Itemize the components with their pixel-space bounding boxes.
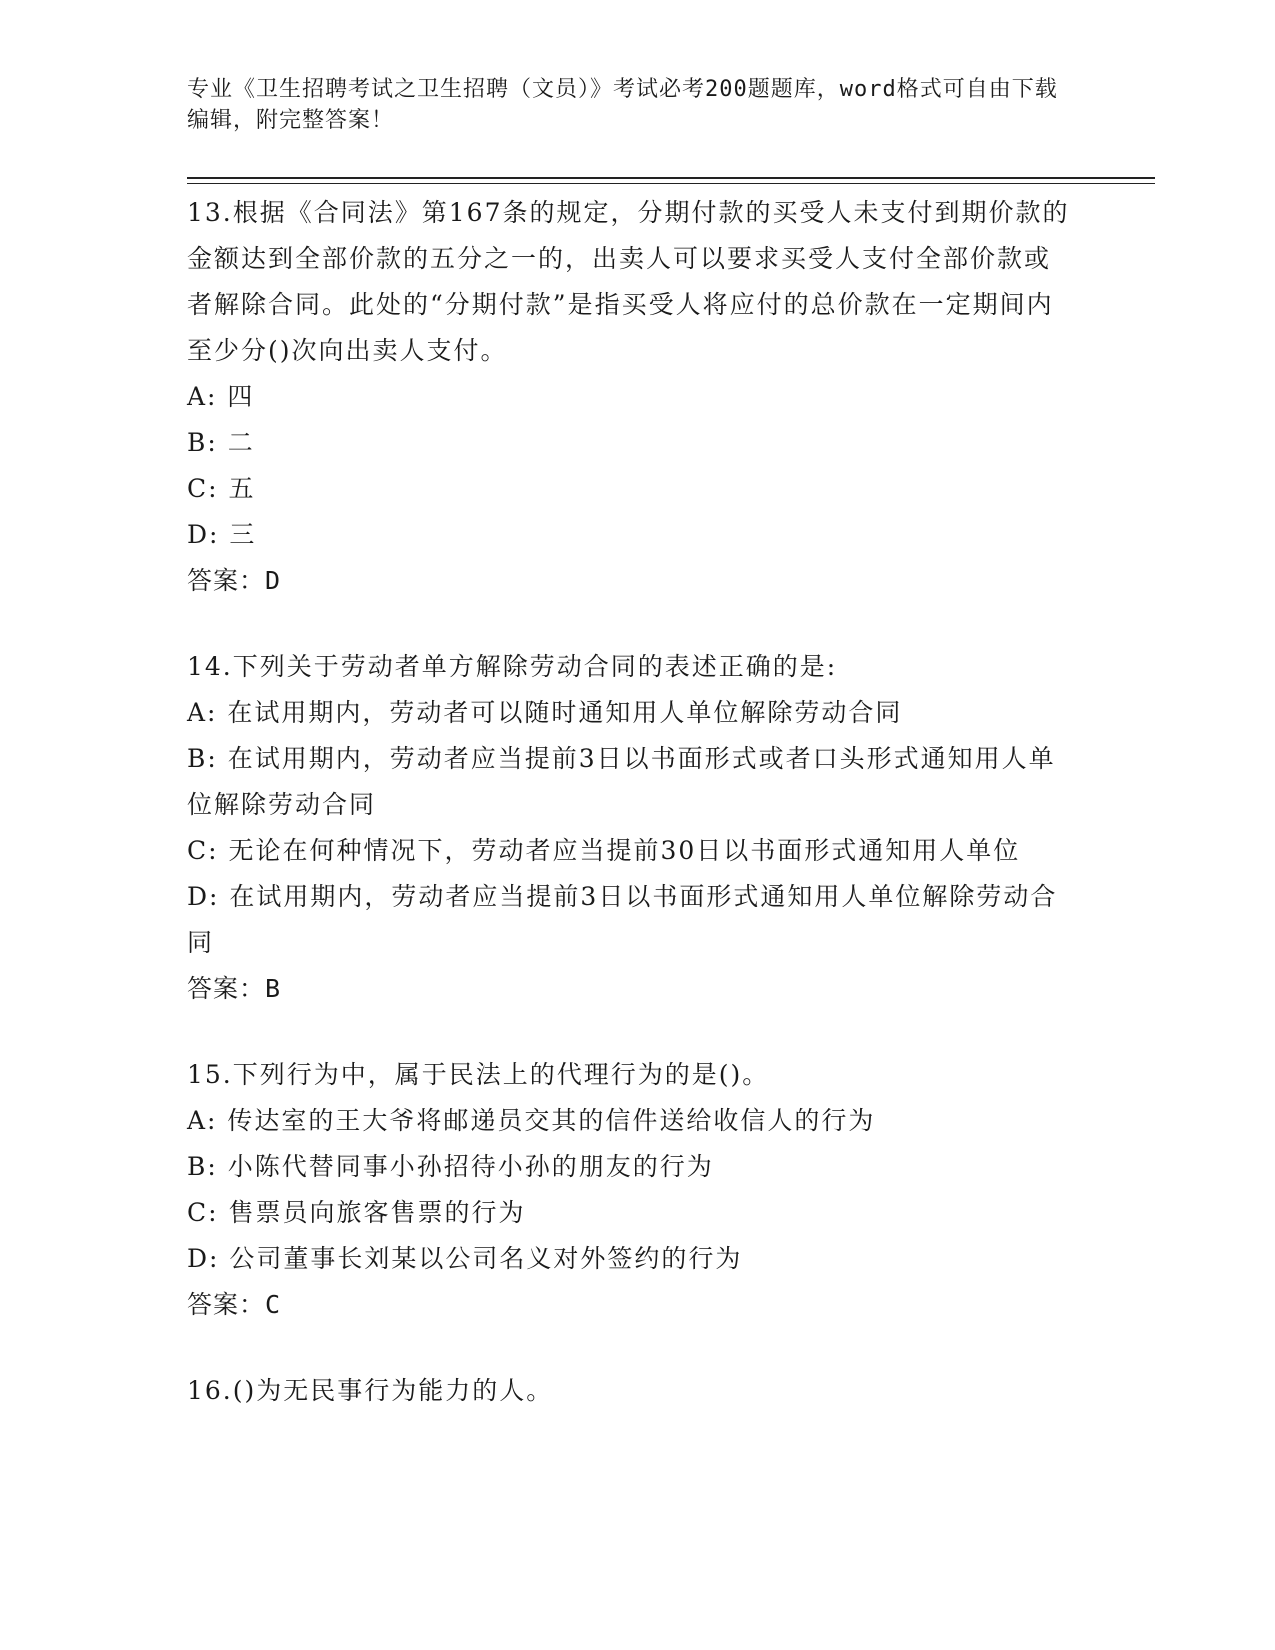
question-stem: 16.()为无民事行为能力的人。: [187, 1376, 554, 1405]
option-d: D: 三: [187, 520, 257, 549]
option-a: A: 传达室的王大爷将邮递员交其的信件送给收信人的行为: [187, 1106, 876, 1135]
question-13: [187, 190, 1077, 604]
option-d: D: 在试用期内，劳动者应当提前3日以书面形式通知用人单位解除劳动合同: [187, 882, 1058, 957]
header-divider-thick: [187, 177, 1155, 179]
question-16: [187, 1368, 1077, 1414]
question-14: [187, 644, 1077, 1012]
option-d: D: 公司董事长刘某以公司名义对外签约的行为: [187, 1244, 743, 1273]
answer-line: 答案：C: [187, 1290, 282, 1319]
answer-line: 答案：D: [187, 566, 282, 595]
option-a: A: 在试用期内，劳动者可以随时通知用人单位解除劳动合同: [187, 698, 903, 727]
option-c: C: 无论在何种情况下，劳动者应当提前30日以书面形式通知用人单位: [187, 836, 1021, 865]
option-b: B: 在试用期内，劳动者应当提前3日以书面形式或者口头形式通知用人单位解除劳动合同: [187, 744, 1056, 819]
question-list: [187, 190, 1077, 1454]
question-stem: 15.下列行为中，属于民法上的代理行为的是()。: [187, 1060, 770, 1089]
option-a: A: 四: [187, 382, 255, 411]
header-divider-thin: [187, 183, 1155, 184]
option-c: C: 售票员向旅客售票的行为: [187, 1198, 526, 1227]
option-b: B: 小陈代替同事小孙招待小孙的朋友的行为: [187, 1152, 714, 1181]
question-stem: 13.根据《合同法》第167条的规定，分期付款的买受人未支付到期价款的金额达到全部价款的五分之一的，出卖人可以要求买受人支付全部价款或者解除合同。此处的“分期付款”是指买受人将应付的总价款在一定期间内至少分()次向出卖人支付。: [187, 198, 1070, 365]
question-stem: 14.下列关于劳动者单方解除劳动合同的表述正确的是:: [187, 652, 838, 681]
document-header: 专业《卫生招聘考试之卫生招聘（文员）》考试必考200题题库，word格式可自由下载编辑，附完整答案！: [187, 77, 1058, 133]
option-b: B: 二: [187, 428, 255, 457]
option-c: C: 五: [187, 474, 256, 503]
answer-line: 答案：B: [187, 974, 282, 1003]
question-15: [187, 1052, 1077, 1328]
